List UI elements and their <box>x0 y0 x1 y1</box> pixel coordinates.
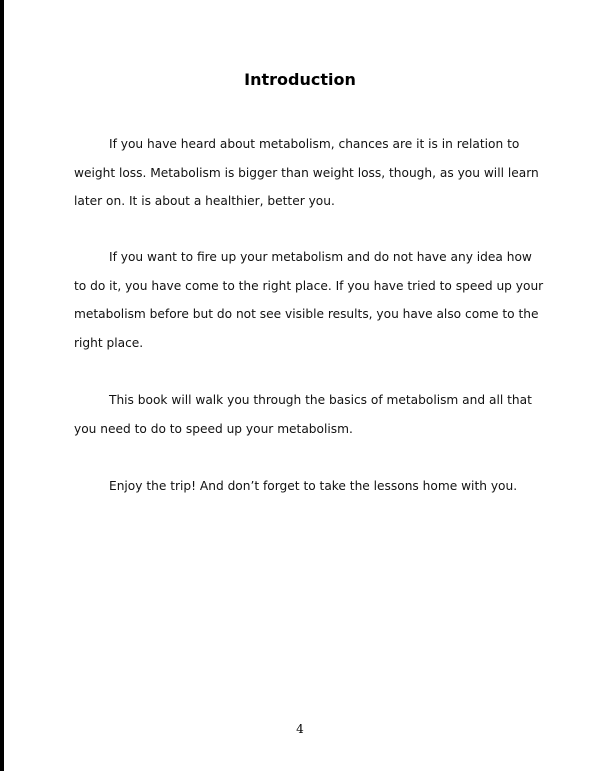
paragraph-4 <box>74 472 554 501</box>
paragraph-line: This book will walk you through the basics of metabolism and all that <box>109 393 532 407</box>
paragraph-line: you need to do to speed up your metabolism. <box>74 421 353 436</box>
paragraph-line: weight loss. Metabolism is bigger than weight loss, though, as you will learn <box>74 165 539 180</box>
paragraph-1 <box>74 130 554 216</box>
paragraph-3 <box>74 386 554 443</box>
paragraph-line: later on. It is about a healthier, better you. <box>74 194 335 208</box>
left-edge-bar <box>0 0 4 771</box>
paragraph-line: metabolism before but do not see visible results, you have also come to the <box>74 307 539 321</box>
paragraph-line: If you want to fire up your metabolism and do not have any idea how <box>109 250 532 264</box>
paragraph-line: Enjoy the trip! And don’t forget to take the lessons home with you. <box>109 479 518 493</box>
paragraph-line: If you have heard about metabolism, chances are it is in relation to <box>109 137 520 151</box>
paragraph-line: right place. <box>74 335 144 350</box>
page-title: Introduction <box>244 70 356 89</box>
paragraph-line: to do it, you have come to the right place. If you have tried to speed up your <box>74 278 544 293</box>
page-number: 4 <box>296 722 304 736</box>
paragraph-2 <box>74 243 554 357</box>
